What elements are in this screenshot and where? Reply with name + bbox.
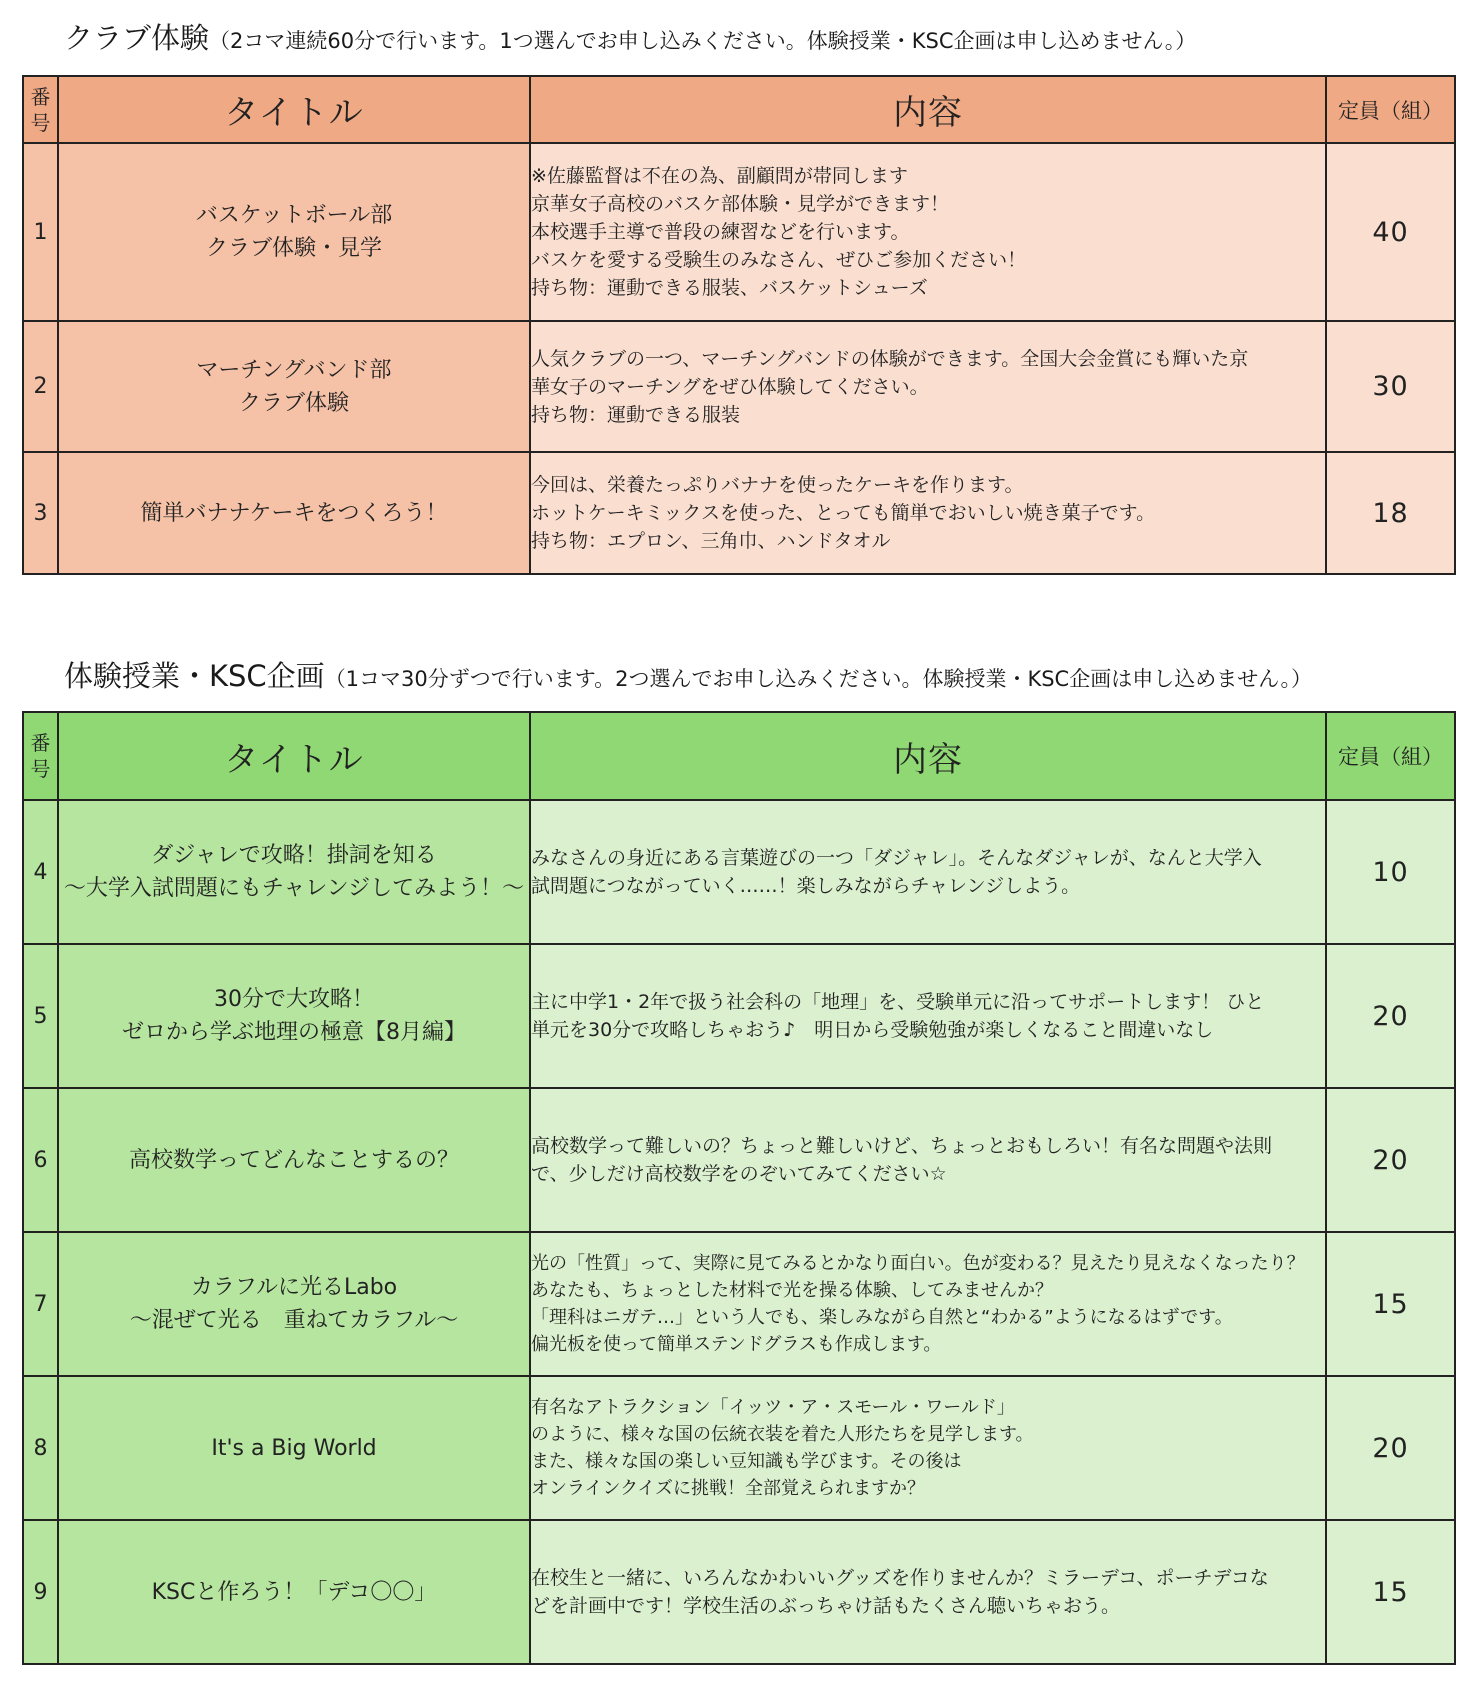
row-capacity: 18 [1326,452,1455,574]
row-title: ダジャレで攻略！掛詞を知る ～大学入試問題にもチャレンジしてみよう！～ [58,800,530,944]
row-content: 高校数学って難しいの？ちょっと難しいけど、ちょっとおもしろい！有名な問題や法則 で、少しだけ高校数学をのぞいてみてください☆ [530,1088,1326,1232]
row-content: 有名なアトラクション「イッツ・ア・スモール・ワールド」 のように、様々な国の伝統衣装を着た人形たちを見学します。 また、様々な国の楽しい豆知識も学びます。その後は オンラインクイズに挑戦！全部覚えられますか？ [530,1376,1326,1520]
section-title-main: クラブ体験 [64,21,210,55]
row-capacity: 40 [1326,143,1455,321]
club-table [22,75,1456,575]
section-title-subtitle: （2コマ連続60分で行います。1つ選んでお申し込みください。体験授業・KSC企画は申し込めません。） [209,29,1197,53]
class-table [22,711,1456,1665]
header-title: タイトル [58,76,530,143]
row-title: 30分で大攻略！ ゼロから学ぶ地理の極意【8月編】 [58,944,530,1088]
row-capacity: 15 [1326,1520,1455,1664]
header-title: タイトル [58,712,530,800]
section-title-class [64,656,1312,699]
section-title-main: 体験授業・KSC企画 [64,659,325,693]
header-capacity: 定員（組） [1326,76,1455,143]
row-content: みなさんの身近にある言葉遊びの一つ「ダジャレ」。そんなダジャレが、なんと大学入 試問題につながっていく……！楽しみながらチャレンジしよう。 [530,800,1326,944]
table-row [23,1232,1455,1376]
row-number: 7 [23,1232,58,1376]
row-title: It's a Big World [58,1376,530,1520]
header-number: 番 号 [23,76,58,143]
row-title: バスケットボール部 クラブ体験・見学 [58,143,530,321]
row-capacity: 30 [1326,321,1455,452]
row-number: 4 [23,800,58,944]
table-row [23,1088,1455,1232]
section-title-subtitle: （1コマ30分ずつで行います。2つ選んでお申し込みください。体験授業・KSC企画は申し込めません。） [324,667,1312,691]
header-content: 内容 [530,76,1326,143]
header-content: 内容 [530,712,1326,800]
row-content: 人気クラブの一つ、マーチングバンドの体験ができます。全国大会金賞にも輝いた京 華女子のマーチングをぜひ体験してください。 持ち物：運動できる服装 [530,321,1326,452]
row-capacity: 10 [1326,800,1455,944]
table-header-row [23,712,1455,800]
row-number: 9 [23,1520,58,1664]
row-number: 2 [23,321,58,452]
table-row [23,452,1455,574]
row-title: マーチングバンド部 クラブ体験 [58,321,530,452]
table-row [23,1520,1455,1664]
table-header-row [23,76,1455,143]
row-number: 3 [23,452,58,574]
table-row [23,800,1455,944]
table-row [23,944,1455,1088]
row-content: 今回は、栄養たっぷりバナナを使ったケーキを作ります。 ホットケーキミックスを使った、とっても簡単でおいしい焼き菓子です。 持ち物：エプロン、三角巾、ハンドタオル [530,452,1326,574]
table-row [23,321,1455,452]
row-content: 在校生と一緒に、いろんなかわいいグッズを作りませんか？ミラーデコ、ポーチデコな どを計画中です！学校生活のぶっちゃけ話もたくさん聴いちゃおう。 [530,1520,1326,1664]
row-capacity: 20 [1326,944,1455,1088]
row-title: 高校数学ってどんなことするの？ [58,1088,530,1232]
table-row [23,143,1455,321]
row-content: ※佐藤監督は不在の為、副顧問が帯同します 京華女子高校のバスケ部体験・見学ができます！ 本校選手主導で普段の練習などを行います。 バスケを愛する受験生のみなさん、ぜひご参加ください！ 持ち物：運動できる服装、バスケットシューズ [530,143,1326,321]
row-number: 5 [23,944,58,1088]
row-number: 1 [23,143,58,321]
row-capacity: 15 [1326,1232,1455,1376]
row-number: 6 [23,1088,58,1232]
row-number: 8 [23,1376,58,1520]
table-row [23,1376,1455,1520]
row-capacity: 20 [1326,1088,1455,1232]
row-title: 簡単バナナケーキをつくろう！ [58,452,530,574]
header-number: 番 号 [23,712,58,800]
row-title: KSCと作ろう！「デコ〇〇」 [58,1520,530,1664]
row-content: 主に中学1・2年で扱う社会科の「地理」を、受験単元に沿ってサポートします！ ひと 単元を30分で攻略しちゃおう♪ 明日から受験勉強が楽しくなること間違いなし [530,944,1326,1088]
row-capacity: 20 [1326,1376,1455,1520]
header-capacity: 定員（組） [1326,712,1455,800]
row-content: 光の「性質」って、実際に見てみるとかなり面白い。色が変わる？見えたり見えなくなったり？ あなたも、ちょっとした材料で光を操る体験、してみませんか？ 「理科はニガテ…」という人でも、楽しみながら自然と“わかる”ようになるはずです。 偏光板を使って簡単ステンドグラスも作成します。 [530,1232,1326,1376]
row-title: カラフルに光るLabo ～混ぜて光る 重ねてカラフル～ [58,1232,530,1376]
section-title-club [64,18,1196,61]
